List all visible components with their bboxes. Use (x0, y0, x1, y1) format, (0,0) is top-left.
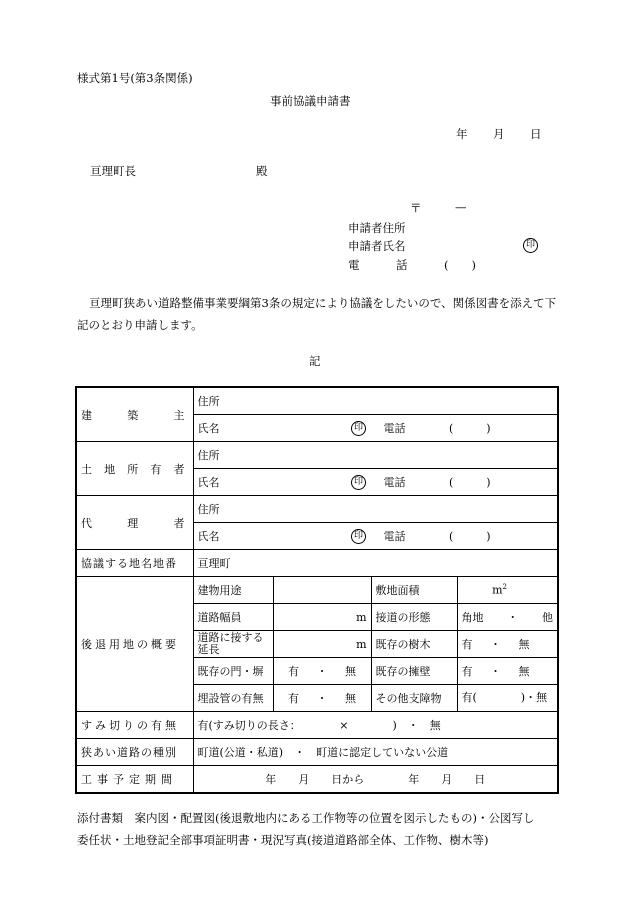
attachments-line-1: 添付書類 案内図・配置図(後退敷地内にある工作物等の位置を図示したもの)・公図写し (77, 811, 535, 825)
overview-label: 後退用地の概要 (76, 577, 193, 712)
road-width-label: 道路幅員 (193, 604, 273, 631)
building-use-value[interactable] (273, 577, 371, 604)
table-row (76, 550, 558, 577)
agent-name-cell[interactable] (193, 523, 558, 550)
area-unit-sup: 2 (502, 583, 507, 592)
builder-address-cell[interactable] (193, 387, 558, 415)
gate-options[interactable] (273, 658, 371, 685)
table-row (76, 739, 558, 766)
dot-separator: ・ (316, 692, 328, 705)
road-length-value[interactable] (273, 631, 371, 658)
agent-name-label: 氏名 (197, 529, 220, 543)
builder-phone-paren: ( ) (449, 421, 491, 435)
obstacles-label: その他支障物 (371, 685, 457, 712)
option-no[interactable]: 無 (518, 638, 530, 651)
option-no[interactable]: 無 (345, 692, 356, 705)
road-width-value[interactable] (273, 604, 371, 631)
landowner-address-cell[interactable] (193, 442, 558, 469)
area-unit: m (492, 583, 503, 597)
applicant-phone-paren: ( ) (444, 258, 476, 272)
form-number: 様式第1号(第3条関係) (77, 71, 193, 85)
retaining-options[interactable] (457, 658, 558, 685)
landowner-phone-paren: ( ) (449, 475, 491, 489)
builder-phone-label: 電話 (383, 421, 406, 435)
dot-separator: ・ (490, 638, 501, 651)
pipes-label: 埋設管の有無 (193, 685, 273, 712)
postal-dash: — (455, 200, 467, 214)
agent-address-cell[interactable] (193, 496, 558, 523)
m-unit: m (356, 610, 367, 624)
agent-phone-label: 電話 (383, 529, 406, 543)
trees-options[interactable] (457, 631, 558, 658)
dot-separator: ・ (316, 665, 328, 678)
schedule-label: 工事予定期間 (76, 766, 193, 794)
landowner-phone-label: 電話 (383, 475, 406, 489)
m-unit: m (356, 637, 367, 651)
option-yes[interactable]: 有 (288, 665, 299, 678)
landowner-label: 土 地 所 有 者 (76, 442, 193, 496)
table-row (76, 766, 558, 794)
agent-label: 代 理 者 (76, 496, 193, 550)
seal-mark: 印 (351, 421, 366, 436)
builder-name-label: 氏名 (197, 421, 220, 435)
schedule-value[interactable]: 年 月 日から 年 月 日 (193, 766, 558, 794)
table-row (76, 496, 558, 523)
option-yes[interactable]: 有 (288, 692, 299, 705)
lot-value[interactable]: 亘理町 (193, 550, 558, 577)
landowner-name-cell[interactable] (193, 469, 558, 496)
attachments-line-2: 委任状・土地登記全部事項証明書・現況写真(接道道路部全体、工作物、樹木等) (77, 833, 489, 847)
table-row (76, 577, 558, 604)
road-form-options[interactable] (457, 604, 558, 631)
road-length-label: 道路に接する延長 (193, 631, 273, 658)
option-corner[interactable]: 角地 (461, 611, 484, 624)
applicant-name-label: 申請者氏名 (348, 239, 406, 253)
trees-label: 既存の樹木 (371, 631, 457, 658)
landowner-address-label: 住所 (197, 449, 220, 462)
table-row (76, 442, 558, 469)
option-yes[interactable]: 有 (461, 638, 473, 651)
document-title: 事前協議申請書 (270, 94, 351, 108)
road-type-value[interactable]: 町道(公道・私道) ・ 町道に認定していない公道 (193, 739, 558, 766)
dot-separator: ・ (490, 665, 501, 678)
table-row (76, 712, 558, 739)
agent-address-label: 住所 (197, 503, 220, 516)
road-type-label: 狭あい道路の種別 (76, 739, 193, 766)
date-day: 日 (530, 127, 542, 141)
honorific: 殿 (256, 164, 268, 178)
dot-separator: ・ (507, 611, 519, 624)
road-form-label: 接道の形態 (371, 604, 457, 631)
option-other[interactable]: 他 (542, 611, 553, 624)
seal-mark: 印 (523, 238, 538, 253)
site-area-label: 敷地面積 (371, 577, 457, 604)
date-month: 月 (493, 127, 505, 141)
application-table (75, 386, 559, 794)
seal-mark: 印 (351, 475, 366, 490)
retaining-label: 既存の擁壁 (371, 658, 457, 685)
builder-address-label: 住所 (197, 395, 220, 408)
body-text: 亘理町狭あい道路整備事業要綱第3条の規定により協議をしたいので、関係図書を添えて下記のとおり申請します。 (77, 296, 557, 332)
ki-label: 記 (309, 354, 321, 368)
addressee: 亘理町長 (90, 164, 136, 178)
date-year: 年 (456, 127, 468, 141)
pipes-options[interactable] (273, 685, 371, 712)
applicant-phone-label-1: 電 (348, 258, 360, 272)
option-no[interactable]: 無 (345, 665, 356, 678)
obstacles-options[interactable]: 有( )・無 (457, 685, 558, 712)
corner-cut-label: すみ切りの有無 (76, 712, 193, 739)
lot-label: 協議する地名地番 (76, 550, 193, 577)
agent-phone-paren: ( ) (449, 529, 491, 543)
option-yes[interactable]: 有 (461, 665, 473, 678)
applicant-phone-label-2: 話 (396, 258, 408, 272)
builder-label: 建 築 主 (76, 387, 193, 442)
gate-label: 既存の門・塀 (193, 658, 273, 685)
table-row (76, 387, 558, 415)
corner-cut-value[interactable]: 有(すみ切りの長さ： × ) ・ 無 (193, 712, 558, 739)
applicant-address-label: 申請者住所 (348, 221, 406, 235)
postal-mark: 〒 (410, 201, 422, 215)
landowner-name-label: 氏名 (197, 475, 220, 489)
building-use-label: 建物用途 (193, 577, 273, 604)
builder-name-cell[interactable] (193, 415, 558, 442)
option-no[interactable]: 無 (518, 665, 530, 678)
seal-mark: 印 (351, 529, 366, 544)
site-area-value[interactable] (457, 577, 558, 604)
